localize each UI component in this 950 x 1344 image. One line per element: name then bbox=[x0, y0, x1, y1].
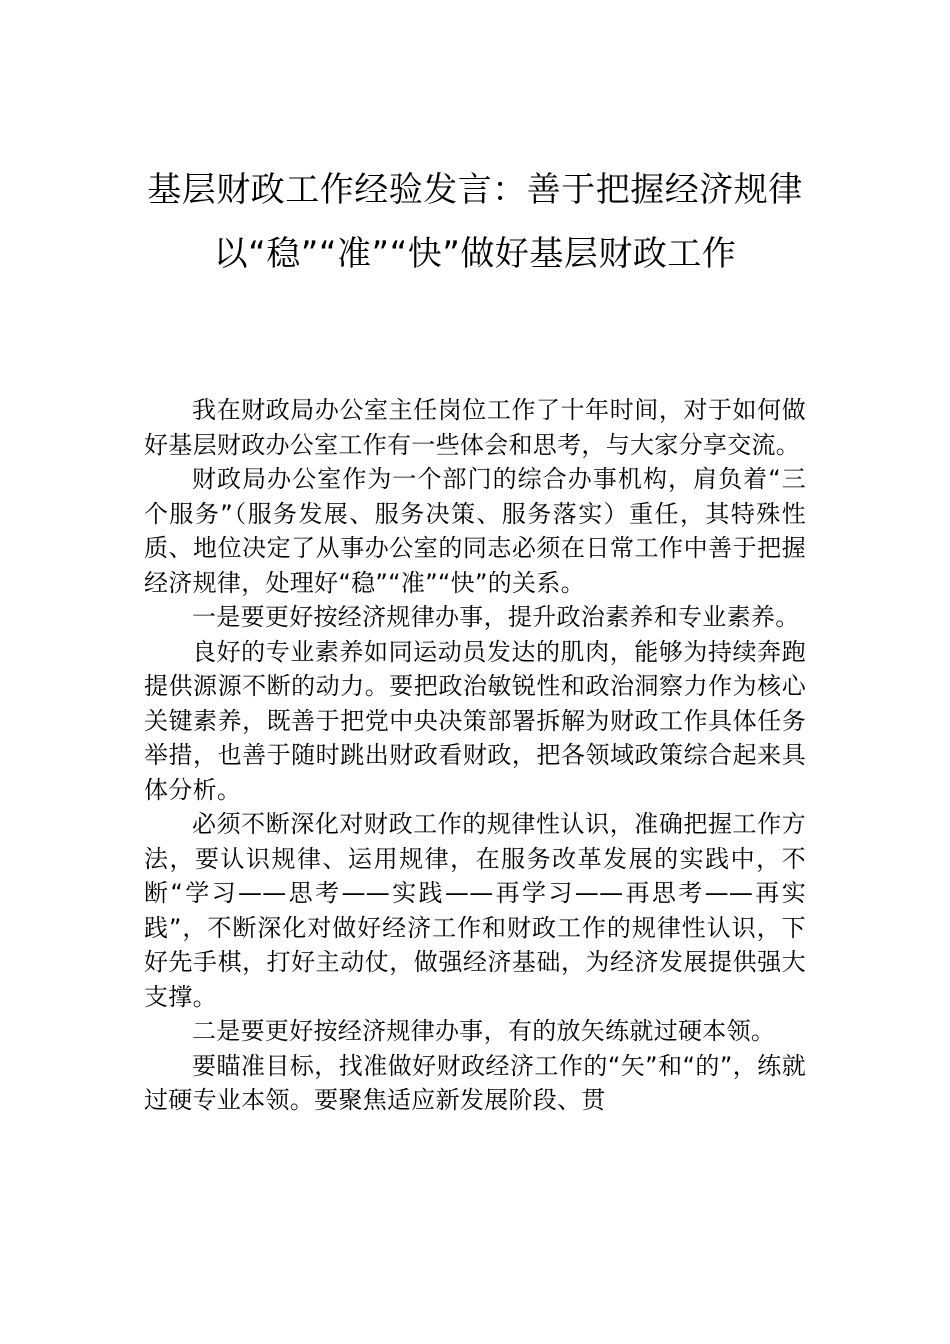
document-body bbox=[144, 393, 806, 1118]
section-heading: 一是要更好按经济规律办事，提升政治素养和专业素养。 bbox=[192, 603, 800, 631]
paragraph: 财政局办公室作为一个部门的综合办事机构，肩负着“三个服务”（服务发展、服务决策、服务落实）重任，其特殊性质、地位决定了从事办公室的同志必须在日常工作中善于把握经济规律，处理好“稳”“准”“快”的关系。 bbox=[144, 465, 806, 597]
document-title: 基层财政工作经验发言：善于把握经济规律以“稳”“准”“快”做好基层财政工作 bbox=[147, 170, 803, 274]
section-heading: 二是要更好按经济规律办事，有的放矢练就过硬本领。 bbox=[192, 1017, 776, 1045]
paragraph: 必须不断深化对财政工作的规律性认识，准确把握工作方法，要认识规律、运用规律，在服务改革发展的实践中，不断“学习——思考——实践——再学习——再思考——再实践”，不断深化对做好经济工作和财政工作的规律性认识，下好先手棋，打好主动仗，做强经济基础，为经济发展提供强大支撑。 bbox=[144, 810, 806, 1011]
paragraph: 要瞄准目标，找准做好财政经济工作的“矢”和“的”，练就过硬专业本领。要聚焦适应新发展阶段、贯 bbox=[144, 1051, 806, 1114]
paragraph: 良好的专业素养如同运动员发达的肌肉，能够为持续奔跑提供源源不断的动力。要把政治敏锐性和政治洞察力作为核心关键素养，既善于把党中央决策部署拆解为财政工作具体任务举措，也善于随时跳出财政看财政，把各领域政策综合起来具体分析。 bbox=[144, 637, 806, 804]
paragraph: 我在财政局办公室主任岗位工作了十年时间，对于如何做好基层财政办公室工作有一些体会和思考，与大家分享交流。 bbox=[144, 396, 806, 459]
